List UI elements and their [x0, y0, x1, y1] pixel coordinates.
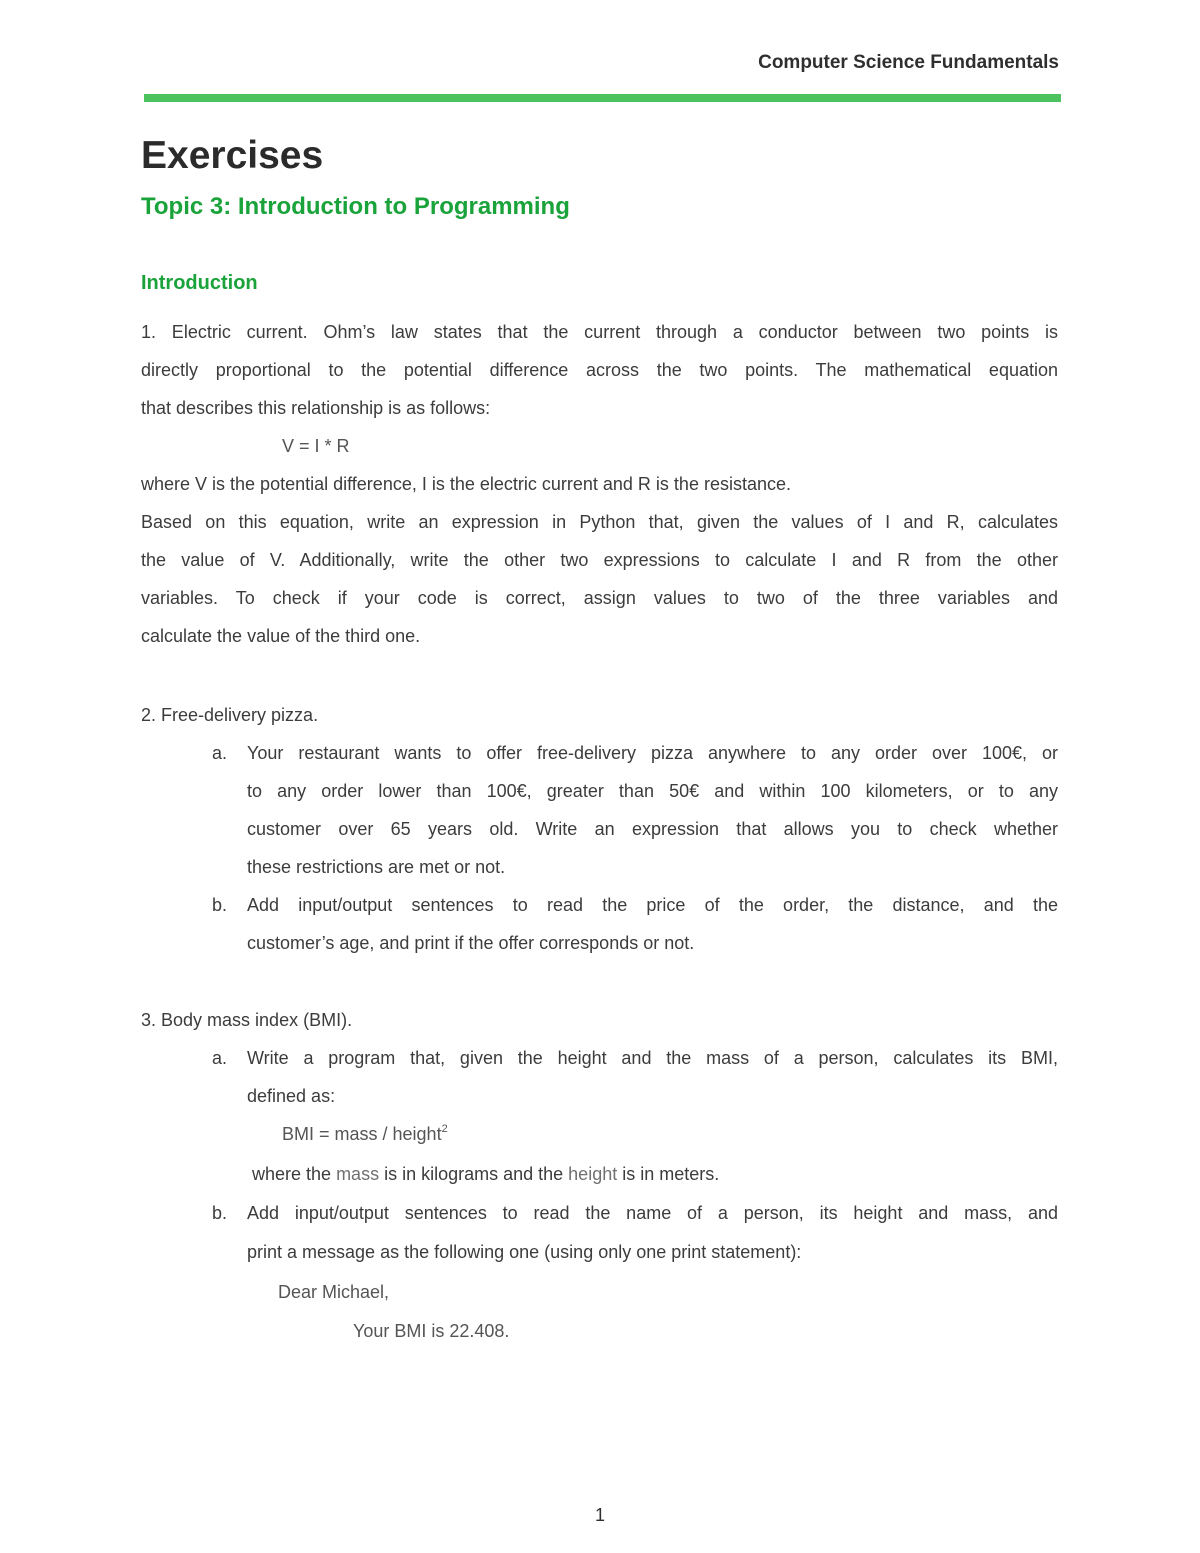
ex2-a-line-3: customer over 65 years old. Write an expression that allows you to check whether [247, 819, 1058, 839]
ex3-a-line-2: defined as: [247, 1086, 336, 1106]
ex2-b-line-1: Add input/output sentences to read the price of the order, the distance, and the [247, 895, 1058, 915]
example-output-line-1: Dear Michael, [278, 1282, 390, 1302]
example-output-line-2: Your BMI is 22.408. [353, 1321, 510, 1341]
height-variable: height [568, 1164, 618, 1184]
units-note-part-3: is in meters. [617, 1164, 720, 1184]
ex1-line-7: variables. To check if your code is correct, assign values to two of the three variables and [141, 588, 1058, 608]
section-heading: Introduction [141, 272, 258, 294]
ex1-line-1: 1. Electric current. Ohm’s law states that the current through a conductor between two points is [141, 322, 1058, 342]
bmi-formula [282, 1122, 448, 1146]
ex2-title: 2. Free-delivery pizza. [141, 705, 319, 725]
ex3-a-line-1: Write a program that, given the height and the mass of a person, calculates its BMI, [247, 1048, 1058, 1068]
topic-title: Topic 3: Introduction to Programming [141, 193, 570, 220]
ex3-b-line-1: Add input/output sentences to read the name of a person, its height and mass, and [247, 1203, 1058, 1223]
ex2-a-marker: a. [212, 743, 228, 763]
bmi-units-note [252, 1162, 719, 1186]
header-rule [144, 94, 1061, 102]
mass-variable: mass [336, 1164, 380, 1184]
page-title: Exercises [141, 134, 324, 177]
ex3-b-marker: b. [212, 1203, 228, 1223]
ex1-line-2: directly proportional to the potential difference across the two points. The mathematical equation [141, 360, 1058, 380]
ex2-a-line-1: Your restaurant wants to offer free-delivery pizza anywhere to any order over 100€, or [247, 743, 1058, 763]
ex2-a-line-4: these restrictions are met or not. [247, 857, 506, 877]
ex3-title: 3. Body mass index (BMI). [141, 1010, 353, 1030]
page-number: 1 [594, 1505, 605, 1525]
ex1-line-4: where V is the potential difference, I is the electric current and R is the resistance. [141, 474, 791, 494]
ex2-b-marker: b. [212, 895, 228, 915]
bmi-formula-text: BMI = mass / height [282, 1124, 442, 1144]
ex1-line-6: the value of V. Additionally, write the other two expressions to calculate I and R from the other [141, 550, 1058, 570]
ex3-a-marker: a. [212, 1048, 228, 1068]
ohms-law-equation: V = I * R [282, 436, 350, 456]
ex2-b-line-2: customer’s age, and print if the offer corresponds or not. [247, 933, 695, 953]
units-note-part-2: is in kilograms and the [379, 1164, 569, 1184]
units-note-part-1: where the [252, 1164, 337, 1184]
ex1-line-8: calculate the value of the third one. [141, 626, 421, 646]
ex1-line-5: Based on this equation, write an expression in Python that, given the values of I and R, calculates [141, 512, 1058, 532]
course-title: Computer Science Fundamentals [758, 52, 1059, 73]
ex1-line-3: that describes this relationship is as follows: [141, 398, 491, 418]
bmi-formula-exponent: 2 [441, 1123, 448, 1135]
ex3-b-line-2: print a message as the following one (using only one print statement): [247, 1242, 802, 1262]
ex2-a-line-2: to any order lower than 100€, greater than 50€ and within 100 kilometers, or to any [247, 781, 1058, 801]
